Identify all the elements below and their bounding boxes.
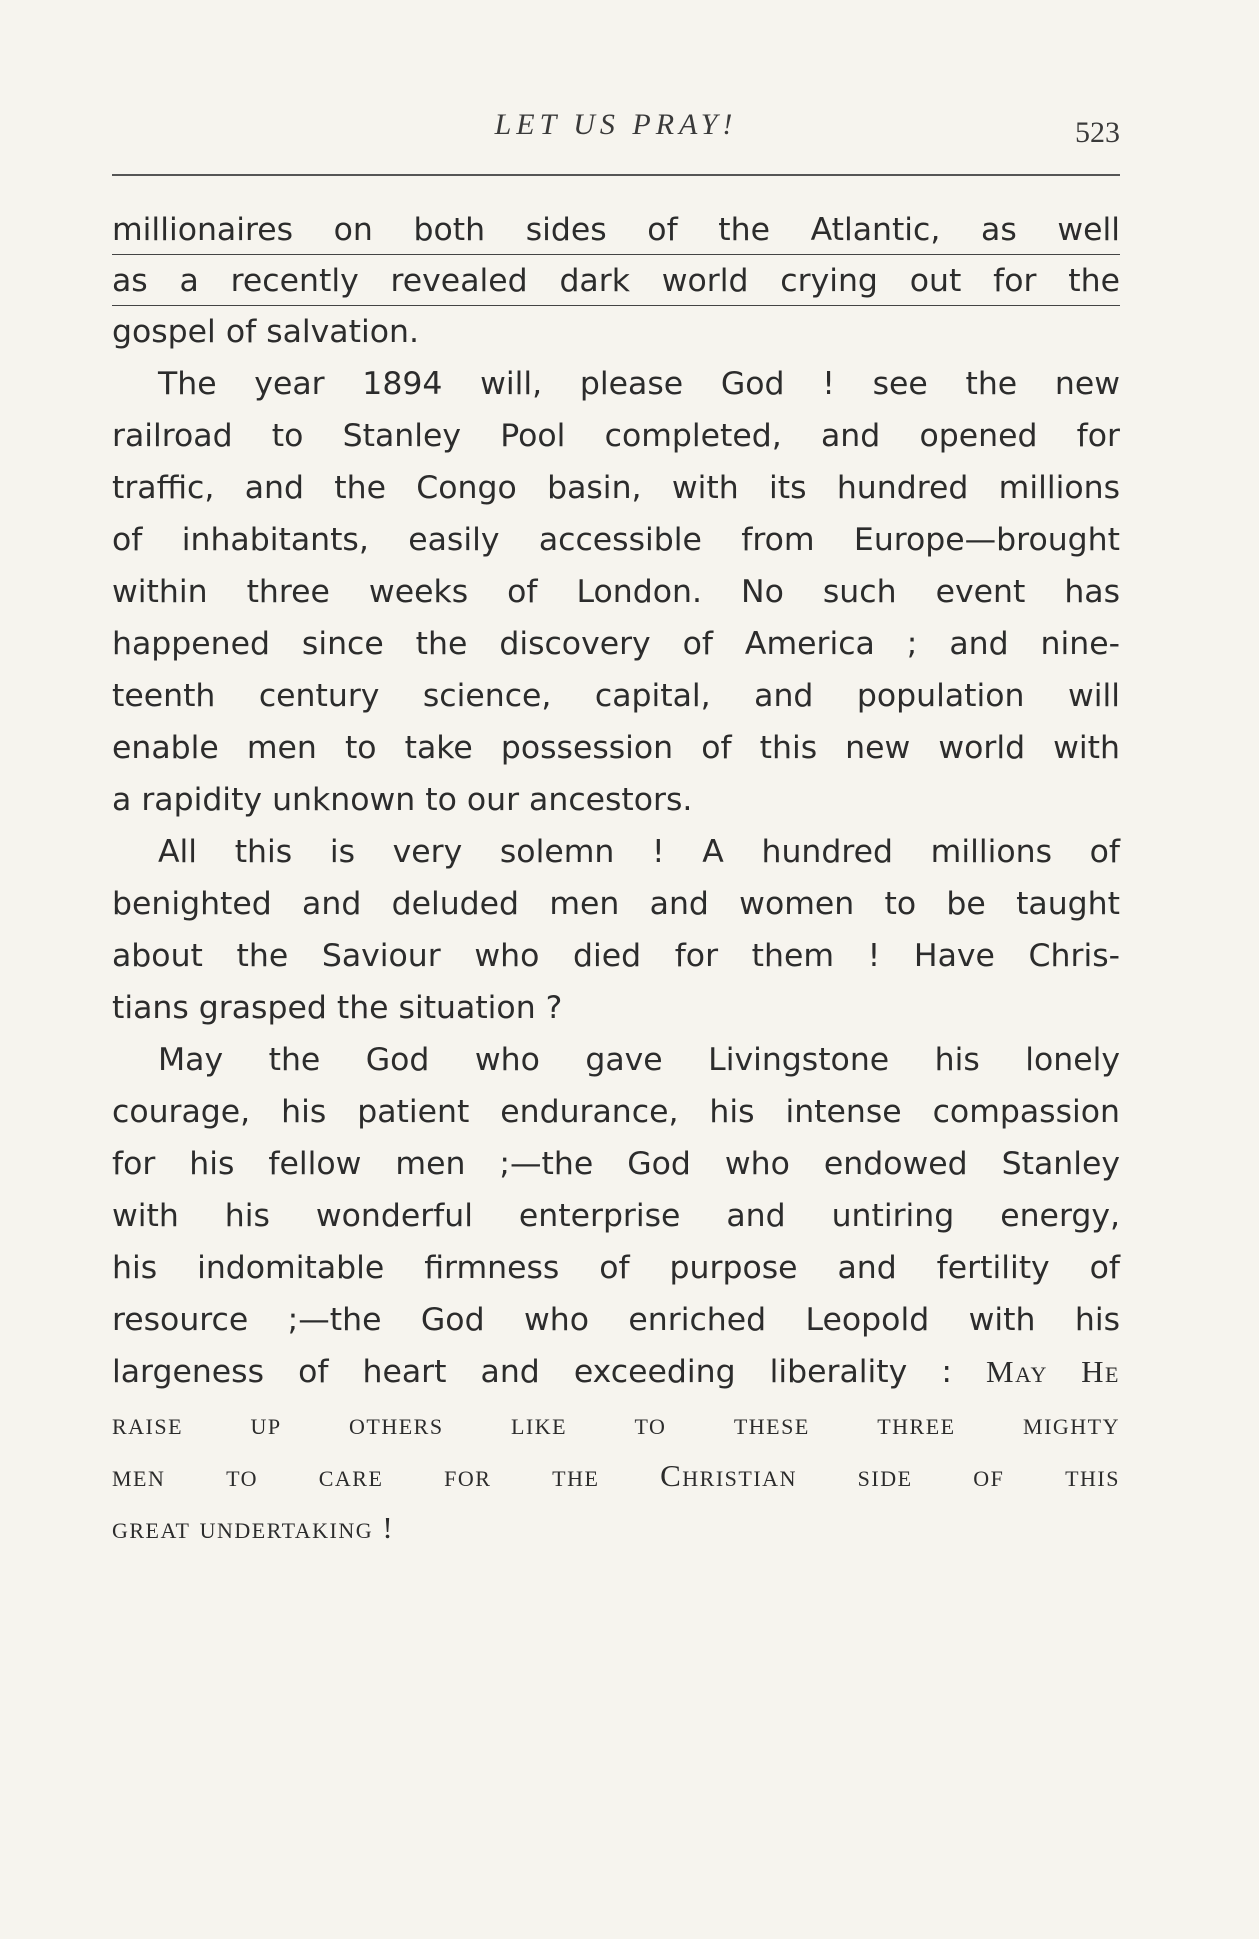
smallcaps-line: men to care for the Christian side of this	[112, 1458, 1120, 1493]
smallcaps-line: great undertaking !	[112, 1510, 395, 1545]
text-line: courage, his patient endurance, his intense compassion	[112, 1094, 1120, 1130]
text-line-end: gospel of salvation.	[112, 314, 419, 350]
smallcaps-phrase: May He	[986, 1354, 1120, 1389]
paragraph-start: The year 1894 will, please God ! see the new	[158, 366, 1120, 402]
text-line: enable men to take possession of this new world with	[112, 730, 1120, 766]
paragraph-start: May the God who gave Livingstone his lonely	[158, 1042, 1120, 1078]
text-line: for his fellow men ;—the God who endowed Stanley	[112, 1146, 1120, 1182]
text-line	[112, 306, 1120, 358]
text-line-start: largeness of heart and exceeding liberality :	[112, 1354, 952, 1390]
text-line	[112, 1346, 1120, 1398]
text-line: a rapidity unknown to our ancestors.	[112, 782, 693, 818]
text-line: benighted and deluded men and women to be taught	[112, 886, 1120, 922]
text-line: with his wonderful enterprise and untiring energy,	[112, 1198, 1120, 1234]
page-number: 523	[1075, 116, 1120, 149]
text-line: traffic, and the Congo basin, with its hundred millions	[112, 470, 1120, 506]
text-line: tians grasped the situation ?	[112, 990, 563, 1026]
text-line: about the Saviour who died for them ! Have Chris-	[112, 938, 1120, 974]
text-line: railroad to Stanley Pool completed, and opened for	[112, 418, 1120, 454]
text-line: within three weeks of London. No such event has	[112, 574, 1120, 610]
smallcaps-line: raise up others like to these three mighty	[112, 1406, 1120, 1441]
running-head	[112, 108, 1120, 148]
text-line: his indomitable firmness of purpose and fertility of	[112, 1250, 1120, 1286]
running-title: LET US PRAY!	[494, 108, 738, 141]
paragraph-start: All this is very solemn ! A hundred millions of	[158, 834, 1120, 870]
body-text	[112, 204, 1120, 1554]
text-line: happened since the discovery of America ; and nine-	[112, 626, 1120, 662]
text-line: teenth century science, capital, and population will	[112, 678, 1120, 714]
header-rule	[112, 174, 1120, 176]
text-line: as a recently revealed dark world crying out for the	[112, 255, 1120, 306]
text-line: of inhabitants, easily accessible from Europe—brought	[112, 522, 1120, 558]
text-line: resource ;—the God who enriched Leopold with his	[112, 1302, 1120, 1338]
text-line: millionaires on both sides of the Atlantic, as well	[112, 204, 1120, 255]
